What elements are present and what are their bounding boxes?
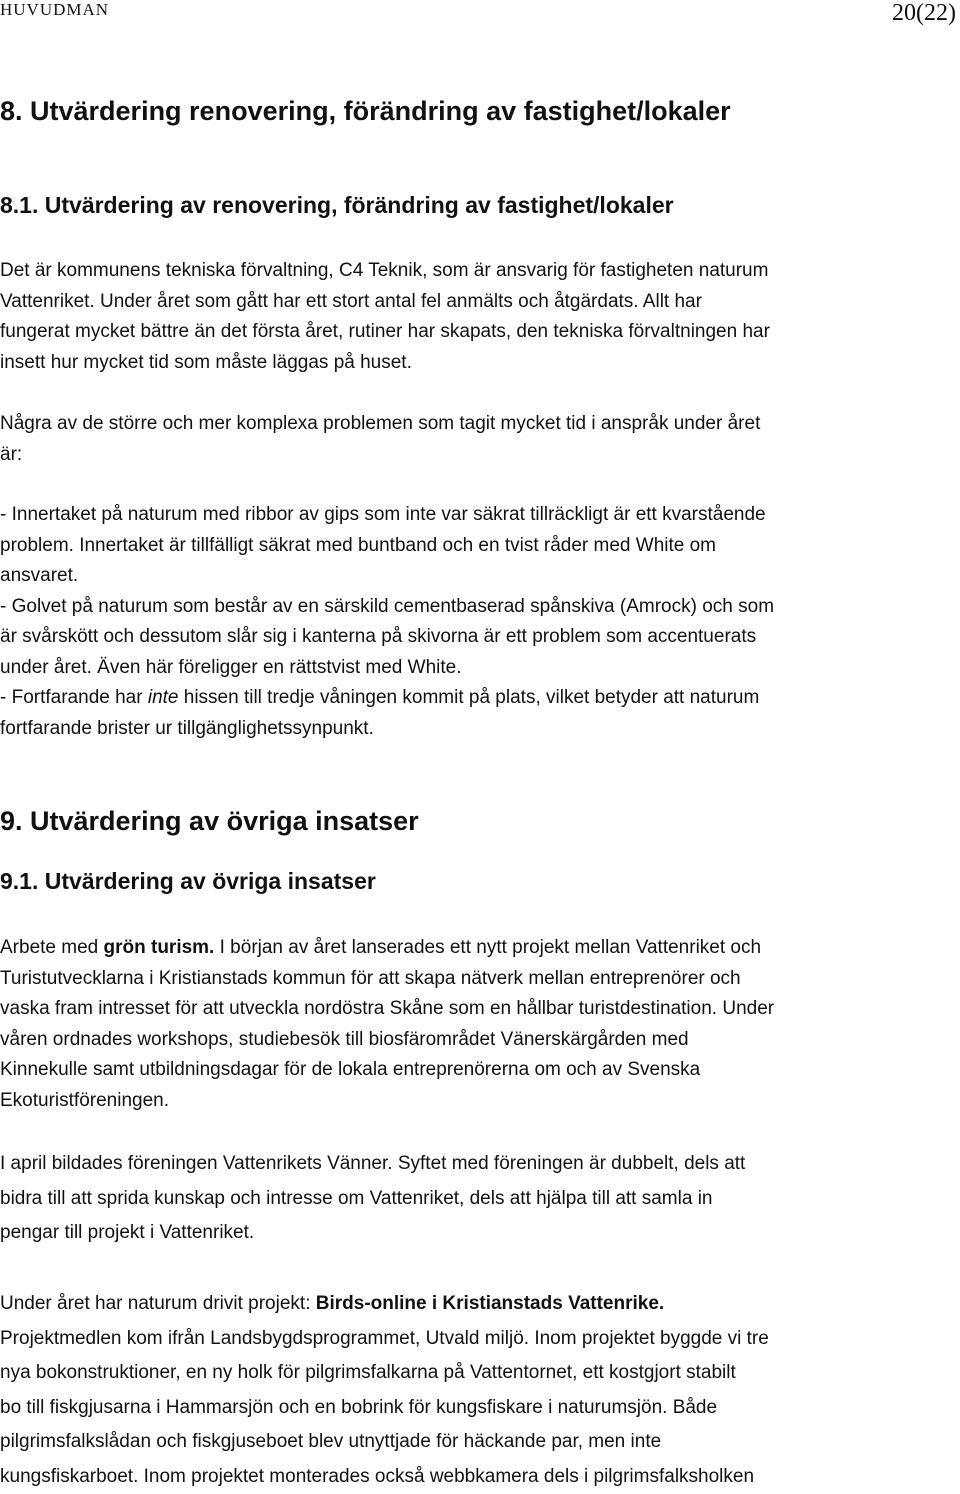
section-8-heading: 8. Utvärdering renovering, förändring av fastighet/lokaler <box>0 96 731 127</box>
section-9-heading: 9. Utvärdering av övriga insatser <box>0 806 419 837</box>
emphasis-text: inte <box>148 687 179 708</box>
text-line: är: <box>0 440 952 471</box>
text-line: kungsfiskarboet. Inom projektet monterades också webbkamera dels i pilgrimsfalksholken <box>0 1460 952 1494</box>
text-line: I april bildades föreningen Vattenrikets Vänner. Syftet med föreningen är dubbelt, dels att <box>0 1147 952 1182</box>
text-line <box>0 1287 952 1322</box>
section-9-paragraph-2 <box>0 1147 952 1251</box>
text-line: Vattenriket. Under året som gått har ett stort antal fel anmälts och åtgärdats. Allt har <box>0 287 952 318</box>
list-line: fortfarande brister ur tillgänglighetssynpunkt. <box>0 714 952 745</box>
list-line: ansvaret. <box>0 561 952 592</box>
text-line: insett hur mycket tid som måste läggas på huset. <box>0 348 952 379</box>
list-line: - Innertaket på naturum med ribbor av gips som inte var säkrat tillräckligt är ett kvarstående <box>0 500 952 531</box>
problem-list <box>0 500 952 744</box>
text-run: I början av året lanserades ett nytt projekt mellan Vattenriket och <box>214 937 761 958</box>
text-line: Projektmedlen kom ifrån Landsbygdsprogrammet, Utvald miljö. Inom projektet byggde vi tre <box>0 1322 952 1357</box>
text-line: vaska fram intresset för att utveckla nordöstra Skåne som en hållbar turistdestination. Under <box>0 994 952 1025</box>
bold-text: grön turism. <box>104 937 215 958</box>
list-line: under året. Även här föreligger en rättstvist med White. <box>0 653 952 684</box>
text-line: fungerat mycket bättre än det första året, rutiner har skapats, den tekniska förvaltningen har <box>0 317 952 348</box>
text-line: Några av de större och mer komplexa problemen som tagit mycket tid i anspråk under året <box>0 409 952 440</box>
list-line <box>0 683 952 714</box>
text-line: Turistutvecklarna i Kristianstads kommun för att skapa nätverk mellan entreprenörer och <box>0 964 952 995</box>
text-line: våren ordnades workshops, studiebesök till biosfärområdet Vänerskärgården med <box>0 1025 952 1056</box>
list-line: är svårskött och dessutom slår sig i kanterna på skivorna är ett problem som accentuerats <box>0 622 952 653</box>
text-line: Kinnekulle samt utbildningsdagar för de lokala entreprenörerna om och av Svenska <box>0 1055 952 1086</box>
text-line <box>0 933 952 964</box>
page-number: 20(22) <box>892 0 956 27</box>
running-header-left: HUVUDMAN <box>0 0 109 20</box>
text-run: Under året har naturum drivit projekt: <box>0 1293 316 1314</box>
text-line: pilgrimsfalkslådan och fiskgjuseboet blev utnyttjade för häckande par, men inte <box>0 1425 952 1460</box>
text-line: bo till fiskgjusarna i Hammarsjön och en bobrink för kungsfiskare i naturumsjön. Både <box>0 1391 952 1426</box>
section-8-1-heading: 8.1. Utvärdering av renovering, förändring av fastighet/lokaler <box>0 192 674 219</box>
list-line: problem. Innertaket är tillfälligt säkrat med buntband och en tvist råder med White om <box>0 531 952 562</box>
section-9-paragraph-1 <box>0 933 952 1116</box>
list-line: - Golvet på naturum som består av en särskild cementbaserad spånskiva (Amrock) och som <box>0 592 952 623</box>
section-8-paragraph-1 <box>0 256 952 378</box>
section-9-1-heading: 9.1. Utvärdering av övriga insatser <box>0 868 376 895</box>
text-run: Arbete med <box>0 937 104 958</box>
text-line: pengar till projekt i Vattenriket. <box>0 1216 952 1251</box>
section-9-paragraph-3 <box>0 1287 952 1494</box>
bold-text: Birds-online i Kristianstads Vattenrike. <box>316 1293 664 1314</box>
text-line: Det är kommunens tekniska förvaltning, C4 Teknik, som är ansvarig för fastigheten naturum <box>0 256 952 287</box>
text-run: - Fortfarande har <box>0 687 148 708</box>
section-8-paragraph-2 <box>0 409 952 470</box>
text-line: nya bokonstruktioner, en ny holk för pilgrimsfalkarna på Vattentornet, ett kostgjort stabilt <box>0 1356 952 1391</box>
text-run: hissen till tredje våningen kommit på plats, vilket betyder att naturum <box>178 687 759 708</box>
text-line: Ekoturistföreningen. <box>0 1086 952 1117</box>
text-line: bidra till att sprida kunskap och intresse om Vattenriket, dels att hjälpa till att samla in <box>0 1182 952 1217</box>
